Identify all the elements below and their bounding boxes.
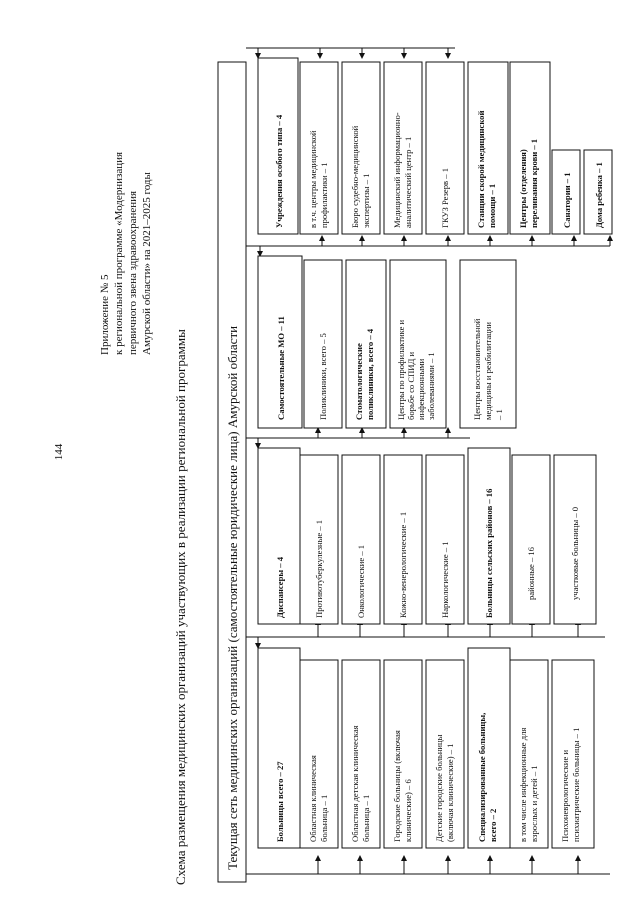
col3-group (258, 256, 516, 428)
svg-text:Стоматологическиеполиклиники,: Стоматологическиеполиклиники, всего – 4 (354, 328, 375, 420)
page-number: 144 (53, 443, 65, 461)
main-bar-label: Текущая сеть медицинских организаций (самостоятельные юридические лица) Амурской области (225, 325, 240, 870)
col1-group (258, 648, 594, 848)
appendix-line-2: к региональной программе «Модернизация (113, 151, 125, 355)
svg-text:Городские больницы (включаякли: Городские больницы (включаяклинические) – 6 (392, 730, 413, 842)
col4-group (258, 58, 612, 234)
col4-item-3: ГКУЗ Резерв – 1 (440, 168, 450, 228)
col2-item-3: Наркологические – 1 (440, 541, 450, 618)
col2-sub-header: Больницы сельских районов – 16 (484, 488, 494, 618)
appendix-line-1: Приложение № 5 (99, 274, 111, 355)
col1-item-0-line1: Областная клиническая (308, 755, 318, 842)
svg-text:Областная детская клиническаяб: Областная детская клиническаябольница – 1 (350, 725, 371, 842)
col3-header: Самостоятельные МО – 11 (276, 316, 286, 420)
col2-item-0: Противотуберкулезные – 1 (314, 519, 324, 618)
svg-text:в т.ч. центры медицинскойпрофи: в т.ч. центры медицинскойпрофилактики – 1 (308, 130, 329, 228)
svg-text:Детские городские больницы(вкл: Детские городские больницы(включая клинические) – 1 (434, 734, 455, 842)
svg-text:Специализированные больницы,вс: Специализированные больницы,всего – 2 (477, 712, 498, 842)
svg-text:Психоневрологические ипсихиатр: Психоневрологические ипсихиатрические больницы – 1 (560, 727, 581, 842)
col4-header: Учреждения особого типа – 4 (274, 114, 284, 228)
svg-text:Медицинский информационно-анал: Медицинский информационно-аналитический центр – 1 (392, 112, 413, 228)
col2-group (258, 448, 596, 624)
col2-sub-item-0: районные – 16 (526, 547, 536, 600)
svg-text:в том числе инфекционные длявз: в том числе инфекционные длявзрослых и детей – 1 (518, 727, 539, 842)
svg-text:Центры по профилактике иборьбе: Центры по профилактике иборьбе со СПИД иинфекционнымизаболеваниями – 1 (396, 319, 436, 420)
svg-text:Центры восстановительноймедици: Центры восстановительноймедицины и реабилитации– 1 (472, 318, 504, 420)
diagram-title: Схема размещения медицинских организаций участвующих в реализации региональной программы (173, 329, 188, 885)
svg-text:Станции скорой медицинскойпомо: Станции скорой медицинскойпомощи – 1 (476, 110, 497, 228)
appendix-line-4: Амурской области» на 2021–2025 годы (141, 172, 153, 355)
svg-text:Бюро судебно-медицинскойэкспер: Бюро судебно-медицинскойэкспертизы – 1 (350, 125, 371, 228)
appendix-line-3: первичного звена здравоохранения (127, 190, 139, 355)
col1-item-0-line2: больница – 1 (319, 794, 329, 842)
col4-item-7: Дома ребенка – 1 (594, 162, 604, 228)
col2-header: Диспансеры – 4 (275, 557, 285, 618)
col4-item-6: Санатории – 1 (562, 172, 572, 228)
col3-item-0: Поликлиники, всего – 5 (318, 333, 328, 420)
col2-sub-item-1: участковые больницы – 0 (570, 506, 580, 600)
col2-item-1: Онкологические – 1 (356, 544, 366, 618)
col2-item-2: Кожно-венерологические – 1 (398, 511, 408, 618)
svg-text:Центры (отделения)переливания: Центры (отделения)переливания крови – 1 (518, 138, 539, 228)
col1-header: Больницы всего – 27 (275, 761, 285, 842)
